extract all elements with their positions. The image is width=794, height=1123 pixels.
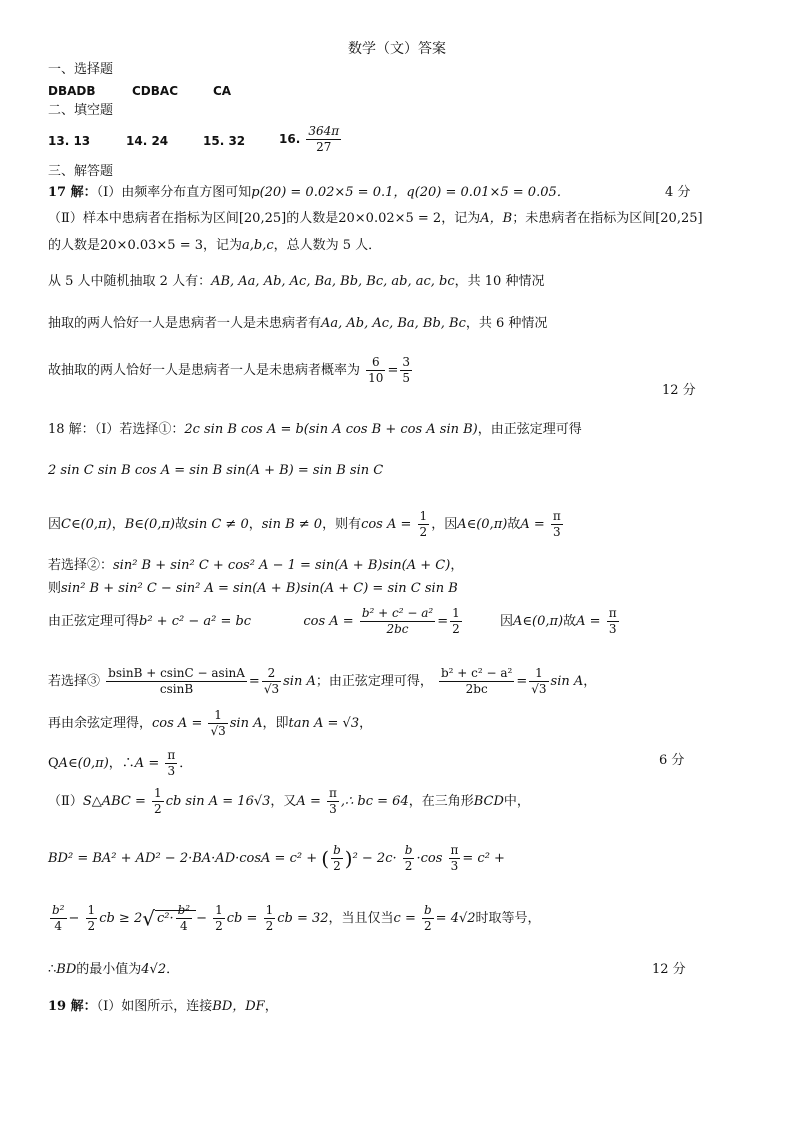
fraction: $\frac{\pi}{3}$ xyxy=(450,843,459,873)
fill-answer-15: 15. 32 xyxy=(203,134,246,148)
fraction: $\frac{1}{2}$ xyxy=(215,903,223,933)
q18-line10: （Ⅱ）S△ABC = $\frac{1}{2}$ cb sin A = 16√3，又A = $\frac{\pi}{3}$ ,∴ bc = 64，在三角形BCD中， xyxy=(48,786,530,816)
page-title: 数学（文）答案 xyxy=(348,41,446,57)
q18-line2: 2 sin C sin B cos A = sin B sin(A + B) = sin B sin C xyxy=(48,463,384,478)
q18-score-6: 6 分 xyxy=(659,753,685,768)
q17-line2: （Ⅱ）样本中患病者在指标为区间[20,25]的人数是20×0.02×5 = 2，记为A，B；未患病者在指标为区间[20,25] xyxy=(48,211,703,226)
section3-heading: 三、解答题 xyxy=(48,164,114,179)
choice-answers-3: CA xyxy=(213,84,232,98)
section2-heading: 二、填空题 xyxy=(48,103,114,118)
q18-line1: 18 解：（Ⅰ）若选择①：2c sin B cos A = b(sin A cos B + cos A sin B)，由正弦定理可得 xyxy=(48,422,582,437)
fill-answer-16: 16. $\frac{364\pi}{27}$ xyxy=(279,124,340,154)
fraction: $\frac{b}{2}$ xyxy=(333,843,341,873)
q18-line11: BD² = BA² + AD² − 2·BA·AD·cosA = c² + ( $\frac{b}{2}$ )² − 2c· $\frac{b}{2}$ ·cos $\frac{\pi}{3}$ = c² + xyxy=(48,843,505,873)
fraction: $\frac{\text{b²}}{4}$ xyxy=(52,903,65,933)
fraction: $\frac{6}{10}$ xyxy=(368,355,384,385)
fill-answer-13: 13. 13 xyxy=(48,134,91,148)
fraction: $\frac{\text{b² + c² − a²}}{2bc}$ xyxy=(441,666,513,696)
fraction: $\frac{\pi}{3}$ xyxy=(328,786,337,816)
fraction: $\frac{364\pi}{27}$ xyxy=(308,124,340,154)
q17-line6: 故抽取的两人恰好一人是患病者一人是未患病者概率为 $\frac{6}{10}$ = $\frac{3}{5}$ xyxy=(48,355,410,385)
fraction: $\frac{3}{5}$ xyxy=(402,355,410,385)
q18-line9: QA∈(0,π)，∴A = $\frac{\pi}{3}$ ． xyxy=(48,748,193,778)
fraction: $\frac{\pi}{3}$ xyxy=(608,606,617,636)
q18-line8: 再由余弦定理得，cos A = $\frac{1}{√3}$ sin A，即tan A = √3， xyxy=(48,708,373,738)
section1-heading: 一、选择题 xyxy=(48,62,114,77)
fraction: $\frac{\pi}{3}$ xyxy=(167,748,176,778)
choice-answers-2: CDBAC xyxy=(132,84,179,98)
q17-line1: 17 解：（Ⅰ）由频率分布直方图可知p(20) = 0.02×5 = 0.1，q(20) = 0.01×5 = 0.05． xyxy=(48,185,570,200)
fill-answer-14: 14. 24 xyxy=(126,134,169,148)
fraction: $\frac{2}{√3}$ xyxy=(263,666,280,696)
q18-line6: 由正弦定理可得b² + c² − a² = bc cos A = $\frac{\text{b² + c² − a²}}{2bc}$ = $\frac{1}{2}$ 因A∈(0,π)故A = $\frac{\pi}{3}$ xyxy=(48,606,617,636)
fraction: $\frac{1}{√3}$ xyxy=(210,708,226,738)
q17-line3: 的人数是20×0.03×5 = 3，记为a,b,c，总人数为 5 人． xyxy=(48,238,382,253)
q18-line12: $\frac{\text{b²}}{4}$ − $\frac{1}{2}$ cb ≥ 2√ c²· $\frac{\text{b²}}{4}$ − $\frac{1}{2}$ cb = $\frac{1}{2}$ cb = 32，当且仅当c = $\frac{b}{2}$ = 4√2时取等号， xyxy=(52,903,541,933)
fraction: $\frac{1}{2}$ xyxy=(154,786,162,816)
fraction: $\frac{1}{2}$ xyxy=(87,903,96,933)
fraction: $\frac{\text{b² + c² − a²}}{2bc}$ xyxy=(361,606,434,636)
q17-line4: 从 5 人中随机抽取 2 人有：AB, Aa, Ab, Ac, Ba, Bb, Bc, ab, ac, bc，共 10 种情况 xyxy=(48,274,545,289)
q18-line5: 则sin² B + sin² C − sin² A = sin(A + B)sin(A + C) = sin C sin B xyxy=(48,581,458,596)
q18-line13: ∴BD的最小值为4√2． xyxy=(48,962,180,977)
fraction: $\frac{\pi}{3}$ xyxy=(552,509,561,539)
fraction: $\frac{bsinB + csinC - asinA}{csinB}$ xyxy=(108,666,245,696)
q17-line5: 抽取的两人恰好一人是患病者一人是未患病者有Aa, Ab, Ac, Ba, Bb, Bc，共 6 种情况 xyxy=(48,316,548,331)
q18-line3: 因C∈(0,π)，B∈(0,π)故sin C ≠ 0，sin B ≠ 0，则有cos A = $\frac{1}{2}$ ，因A∈(0,π)故A = $\frac{\pi}{3}$ xyxy=(48,509,561,539)
q18-line4: 若选择②：sin² B + sin² C + cos² A − 1 = sin(A + B)sin(A + C)， xyxy=(48,558,464,573)
fraction: $\frac{\text{b²}}{4}$ xyxy=(177,903,191,933)
fraction: $\frac{1}{2}$ xyxy=(265,903,274,933)
q18-line7: 若选择③ $\frac{bsinB + csinC - asinA}{csinB}$ = $\frac{2}{√3}$ sin A；由正弦定理可得， $\frac{\text{b² + c² − a²}}{2bc}$ = $\frac{1}{√3}$ sin A， xyxy=(48,666,597,696)
choice-answers-1: DBADB xyxy=(48,84,96,98)
fraction: $\frac{b}{2}$ xyxy=(404,843,413,873)
fraction: $\frac{1}{2}$ xyxy=(419,509,428,539)
q17-score-4: 4 分 xyxy=(665,185,691,200)
fraction: $\frac{1}{2}$ xyxy=(452,606,460,636)
fraction: $\frac{b}{2}$ xyxy=(423,903,432,933)
q17-score-12: 12 分 xyxy=(662,383,696,398)
fraction: $\frac{1}{√3}$ xyxy=(531,666,547,696)
q18-score-12: 12 分 xyxy=(652,962,686,977)
q19-line1: 19 解：（Ⅰ）如图所示，连接BD，DF， xyxy=(48,999,278,1014)
